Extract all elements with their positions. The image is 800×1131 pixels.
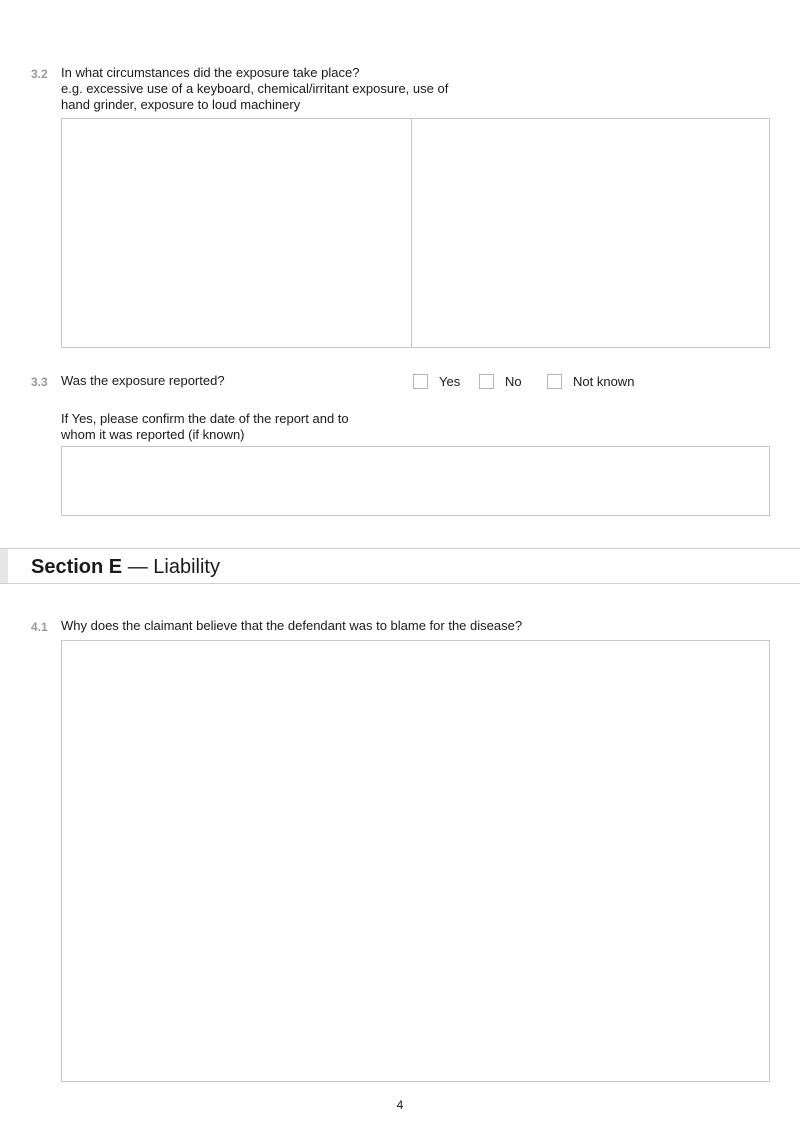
answer-box-3-2-divider [411, 119, 412, 347]
no-label: No [505, 374, 522, 389]
not-known-label: Not known [573, 374, 635, 389]
question-number-3-2: 3.2 [31, 67, 48, 81]
section-title [31, 555, 220, 579]
question-3-3-followup-line-1: If Yes, please confirm the date of the report and to [61, 411, 349, 426]
yes-checkbox[interactable] [413, 374, 428, 389]
question-3-3-followup [61, 411, 349, 443]
question-3-2-hint-line-1: e.g. excessive use of a keyboard, chemical/irritant exposure, use of [61, 81, 449, 96]
question-number-4-1: 4.1 [31, 620, 48, 634]
section-title-bold: Section E [31, 556, 123, 578]
no-checkbox[interactable] [479, 374, 494, 389]
question-3-3-label: Was the exposure reported? [61, 373, 225, 388]
question-4-1-label: Why does the claimant believe that the defendant was to blame for the disease? [61, 618, 523, 633]
yes-label: Yes [439, 374, 461, 389]
section-title-rest: — Liability [122, 556, 220, 578]
section-e-header [0, 548, 800, 584]
question-3-2-label: In what circumstances did the exposure take place? [61, 65, 360, 80]
option-yes[interactable] [413, 373, 460, 390]
page-number: 4 [396, 1098, 404, 1112]
question-3-3-followup-line-2: whom it was reported (if known) [61, 427, 245, 442]
option-no[interactable] [479, 373, 522, 390]
answer-box-3-3[interactable] [61, 446, 770, 516]
answer-box-3-2[interactable] [61, 118, 770, 348]
question-3-2-hint-line-2: hand grinder, exposure to loud machinery [61, 97, 301, 112]
question-number-3-3: 3.3 [31, 375, 48, 389]
answer-box-4-1[interactable] [61, 640, 770, 1082]
question-3-2-text [61, 65, 448, 113]
not-known-checkbox[interactable] [547, 374, 562, 389]
option-not-known[interactable] [547, 373, 634, 390]
